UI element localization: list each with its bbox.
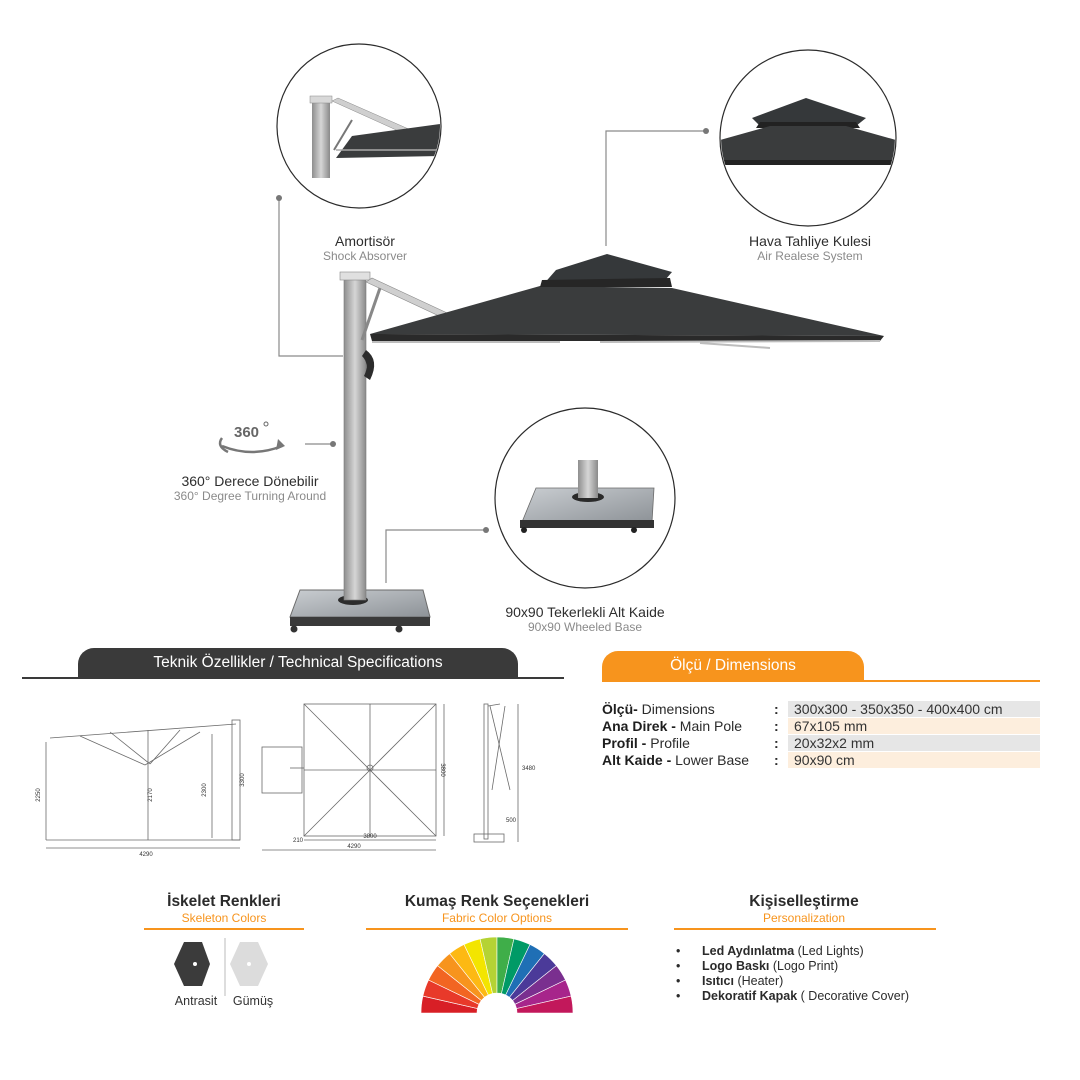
top-height: 3800: [439, 763, 445, 777]
dimension-key: Ölçü- Dimensions: [602, 700, 715, 717]
tech-specs-underline: [22, 677, 564, 679]
turning-title-en: 360° Degree Turning Around: [173, 489, 327, 503]
dimension-row: [602, 700, 1040, 717]
fabric-title: Kumaş Renk Seçenekleri: [404, 893, 590, 910]
list-item: • Logo Baskı (Logo Print): [676, 959, 909, 974]
shock-title-en: Shock Absorver: [322, 249, 408, 263]
dimension-value: 20x32x2 mm: [788, 735, 1040, 751]
shock-absorber-detail: [277, 44, 441, 208]
top-offset: 210: [292, 838, 304, 844]
air-title-tr: Hava Tahliye Kulesi: [749, 233, 871, 249]
base-title-tr: 90x90 Tekerlekli Alt Kaide: [505, 604, 665, 620]
air-release-label: [749, 233, 871, 263]
dimension-key: Profil - Profile: [602, 734, 690, 751]
turning-title-tr: 360° Derece Dönebilir: [181, 473, 319, 489]
personalization-title: Kişiselleştirme: [749, 893, 859, 910]
skeleton-swatches: [160, 936, 290, 996]
air-title-en: Air Realese System: [757, 249, 863, 263]
skeleton-subtitle: Skeleton Colors: [181, 911, 267, 925]
colon: :: [774, 751, 779, 768]
list-item: • Led Aydınlatma (Led Lights): [676, 944, 909, 959]
personalization-list: [676, 944, 909, 1004]
list-item: • Isıtıcı (Heater): [676, 974, 909, 989]
top-outer: 4290: [347, 844, 361, 850]
air-release-detail: [720, 50, 896, 226]
antrasit-swatch: [174, 942, 210, 986]
dimension-row: [602, 734, 1040, 751]
fabric-color-fan: [420, 935, 574, 1015]
colon: :: [774, 717, 779, 734]
personalization-subtitle: Personalization: [762, 911, 846, 925]
dimensions-header: Ölçü / Dimensions: [602, 651, 864, 681]
side-width: 4290: [139, 852, 153, 858]
dimension-row: [602, 717, 1040, 734]
personalization-underline: [674, 928, 936, 930]
shock-title-tr: Amortisör: [335, 233, 395, 249]
fabric-subtitle: Fabric Color Options: [441, 911, 553, 925]
side-h4: 3300: [240, 773, 246, 787]
skeleton-underline: [144, 928, 304, 930]
base-label: [505, 604, 664, 634]
base-title-en: 90x90 Wheeled Base: [527, 620, 643, 634]
dimension-value: 300x300 - 350x350 - 400x400 cm: [788, 701, 1040, 717]
wheeled-base-detail: [495, 408, 675, 588]
dimension-key: Ana Direk - Main Pole: [602, 717, 743, 734]
dimension-value: 67x105 mm: [788, 718, 1040, 734]
top-inner: 3800: [363, 834, 377, 840]
colon: :: [774, 700, 779, 717]
technical-drawings: [0, 690, 560, 860]
gumus-label: Gümüş: [232, 994, 274, 1008]
dimension-row: [602, 751, 1040, 768]
turning-label: [174, 473, 326, 503]
side-h3: 2300: [202, 783, 208, 797]
rotate-360-icon-text: 360: [234, 424, 260, 441]
dimension-value: 90x90 cm: [788, 752, 1040, 768]
front-h2: 500: [506, 818, 517, 824]
colon: :: [774, 734, 779, 751]
list-item: • Dekoratif Kapak ( Decorative Cover): [676, 989, 909, 1004]
front-h1: 3480: [522, 766, 536, 772]
antrasit-label: Antrasit: [174, 994, 218, 1008]
shock-absorber-label: [323, 233, 407, 263]
dimensions-underline: [602, 680, 1040, 682]
dimension-key: Alt Kaide - Lower Base: [602, 751, 750, 768]
fabric-underline: [366, 928, 628, 930]
tech-specs-header: Teknik Özellikler / Technical Specifications: [78, 648, 518, 678]
side-h1: 2250: [36, 788, 42, 802]
skeleton-title: İskelet Renkleri: [167, 893, 281, 910]
side-h2: 2170: [148, 788, 154, 802]
